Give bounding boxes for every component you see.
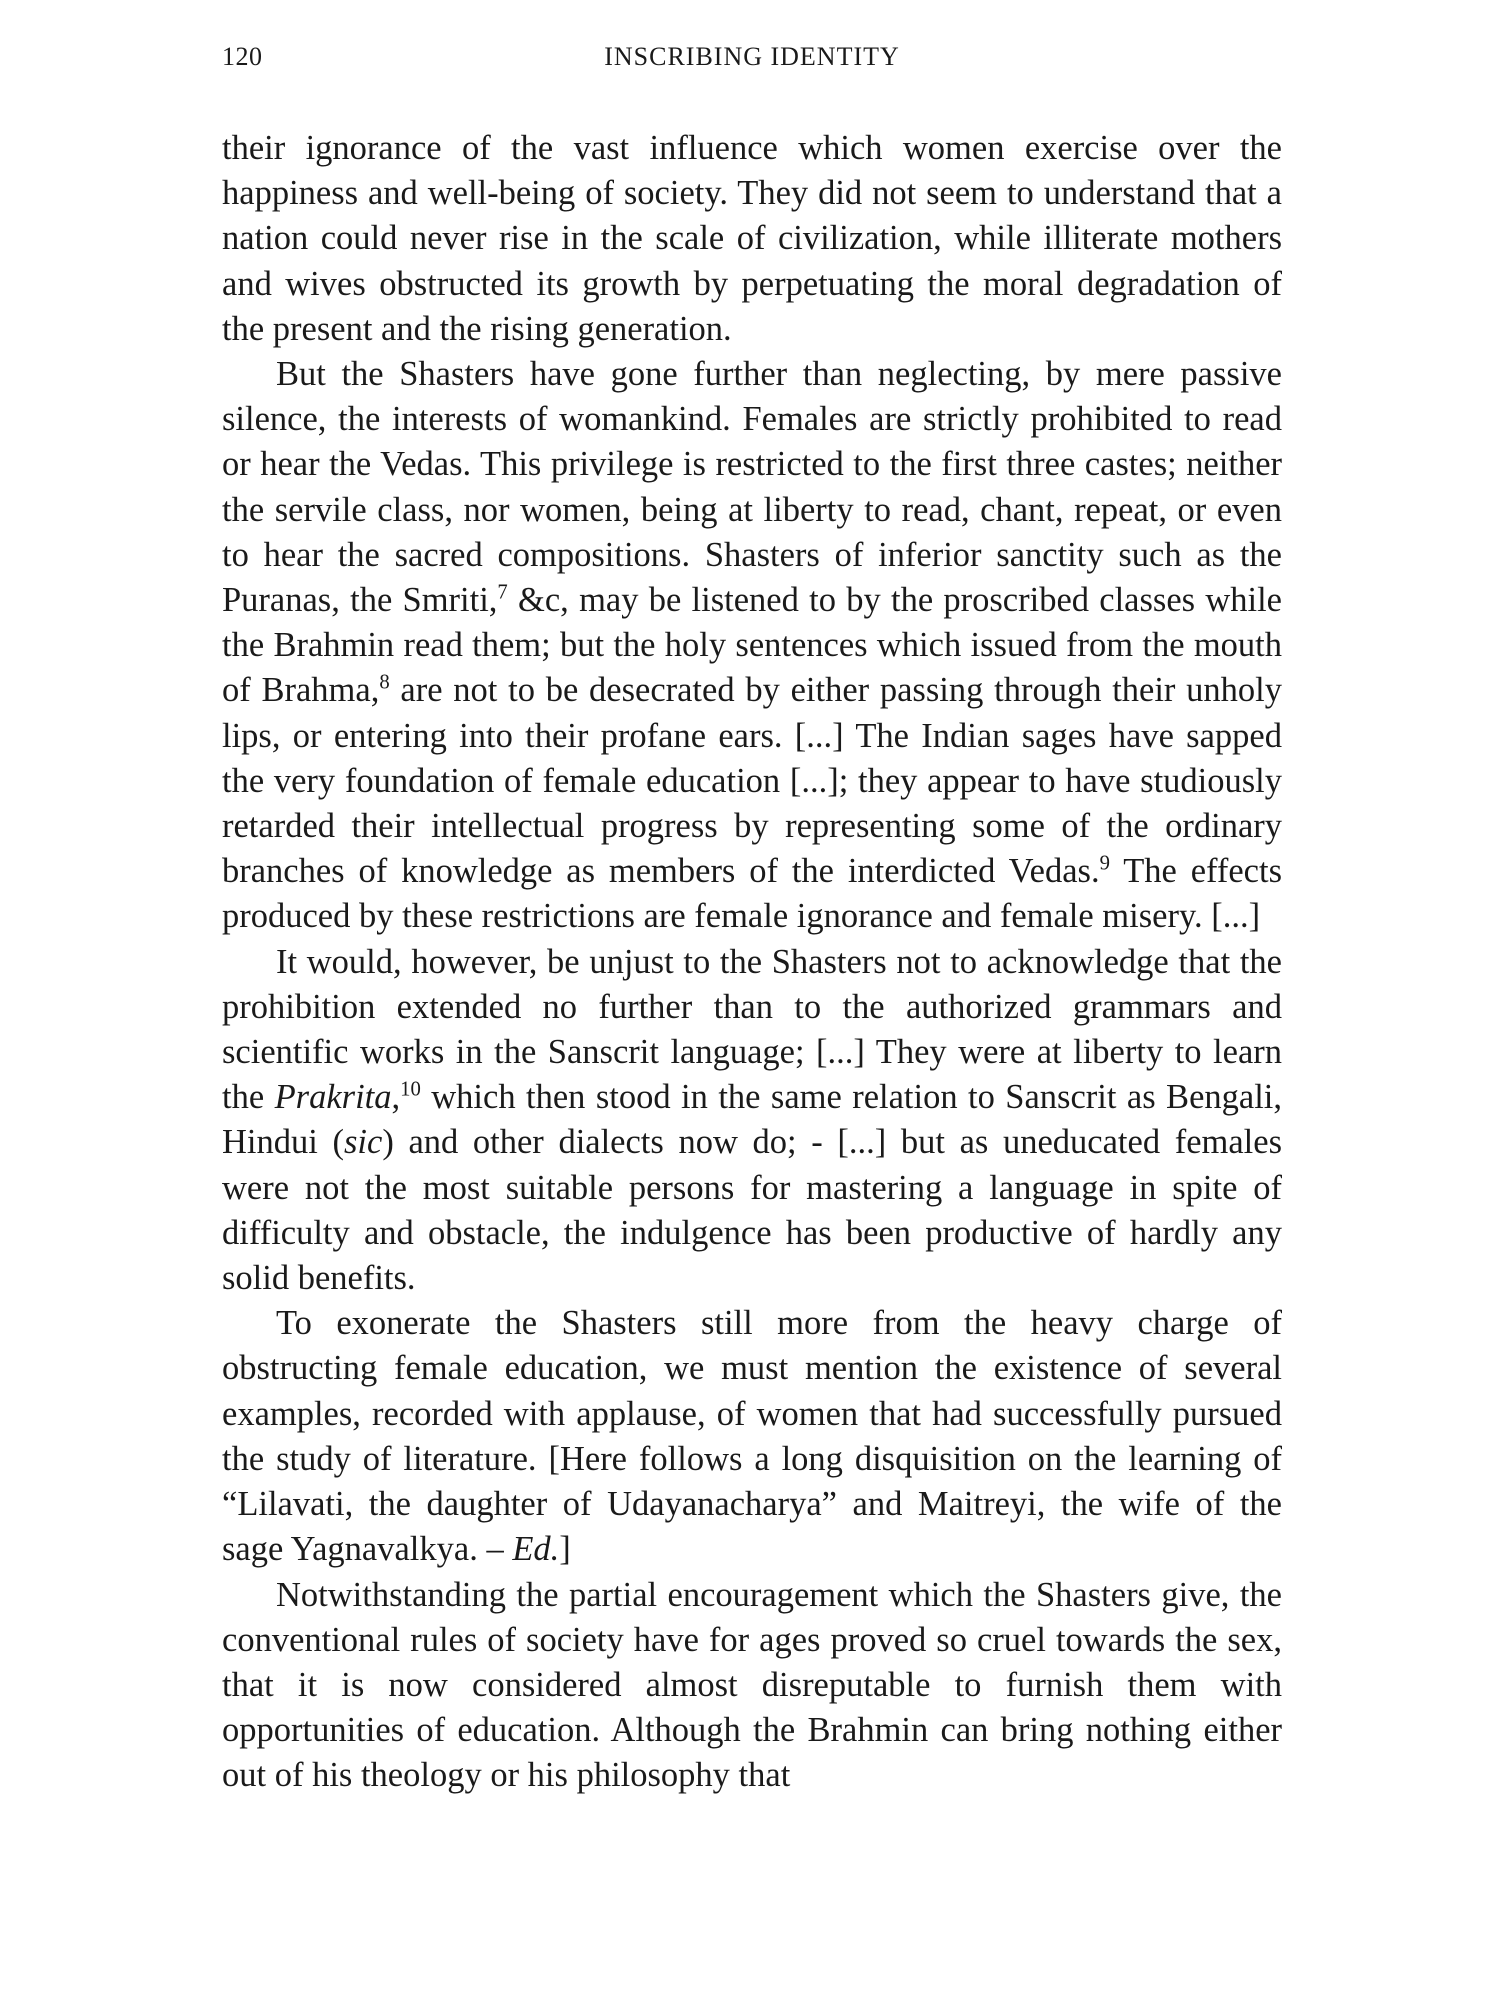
footnote-marker: 7 — [497, 581, 508, 604]
footnote-marker: 10 — [400, 1078, 421, 1101]
text-segment: To exonerate the Shasters still more from the heavy charge of obstructing female education, we must mention the existence of several examples, recorded with applause, of women that had successfully pursued the study of literature. [Here follows a long disquisition on the learning of “Lilavati, the daughter of Udayanacharya” and Maitreyi, the wife of the sage Yagnavalkya. – — [222, 1304, 1282, 1569]
text-segment: are not to be desecrated by either passing through their unholy lips, or entering into their profane ears. [...] The Indian sages have sapped the very foundation of female education [...]; they appear to have studiously retarded their intellectual progress by representing some of the ordinary branches of knowledge as members of the interdicted Vedas. — [222, 671, 1282, 891]
text-segment: But the Shasters have gone further than neglecting, by mere passive silence, the interests of womankind. Females are strictly prohibited to read or hear the Vedas. This privilege is restricted to the first three castes; neither the servile class, nor women, being at liberty to read, chant, repeat, or even to hear the sacred compositions. Shasters of inferior sanctity such as the Puranas, the Smriti, — [222, 355, 1282, 620]
paragraph — [222, 940, 1282, 1302]
paragraph — [222, 126, 1282, 352]
footnote-marker: 9 — [1099, 852, 1110, 875]
text-segment: &c, may be listened to by the proscribed classes while the Brahmin read them; but the holy sentences which issued from the mouth of Brahma, — [222, 581, 1282, 710]
paragraph — [222, 1573, 1282, 1799]
footnote-marker: 8 — [379, 671, 390, 694]
text-segment: , — [391, 1078, 401, 1117]
text-segment: It would, however, be unjust to the Shasters not to acknowledge that the prohibition extended no further than to the authorized grammars and scientific works in the Sanscrit language; [...] They were at liberty to learn the — [222, 942, 1282, 1117]
running-title: INSCRIBING IDENTITY — [604, 42, 900, 71]
text-segment: their ignorance of the vast influence which women exercise over the happiness and well-being of society. They did not seem to understand that a nation could never rise in the scale of civilization, while illiterate mothers and wives obstructed its growth by perpetuating the moral degradation of the present and the rising generation. — [222, 129, 1282, 348]
text-segment: ) and other dialects now do; - [...] but as uneducated females were not the most suitable persons for mastering a language in spite of difficulty and obstacle, the indulgence has been productive of hardly any solid benefits. — [222, 1123, 1282, 1298]
text-segment: The effects produced by these restrictions are female ignorance and female misery. [...] — [222, 852, 1282, 936]
italic-text: Ed. — [512, 1530, 560, 1569]
page-number: 120 — [222, 42, 263, 71]
italic-text: Prakrita — [274, 1078, 392, 1117]
body-text — [222, 126, 1282, 1799]
text-segment: ] — [559, 1530, 571, 1569]
paragraph — [222, 352, 1282, 940]
text-segment: Notwithstanding the partial encouragement which the Shasters give, the conventional rules of society have for ages proved so cruel towards the sex, that it is now considered almost disreputable to furnish them with opportunities of education. Although the Brahmin can bring nothing either out of his theology or his philosophy that — [222, 1575, 1282, 1795]
paragraph — [222, 1301, 1282, 1572]
italic-text: sic — [343, 1123, 383, 1162]
text-segment: which then stood in the same relation to Sanscrit as Bengali, Hindui ( — [222, 1078, 1282, 1162]
running-head — [222, 42, 1282, 82]
